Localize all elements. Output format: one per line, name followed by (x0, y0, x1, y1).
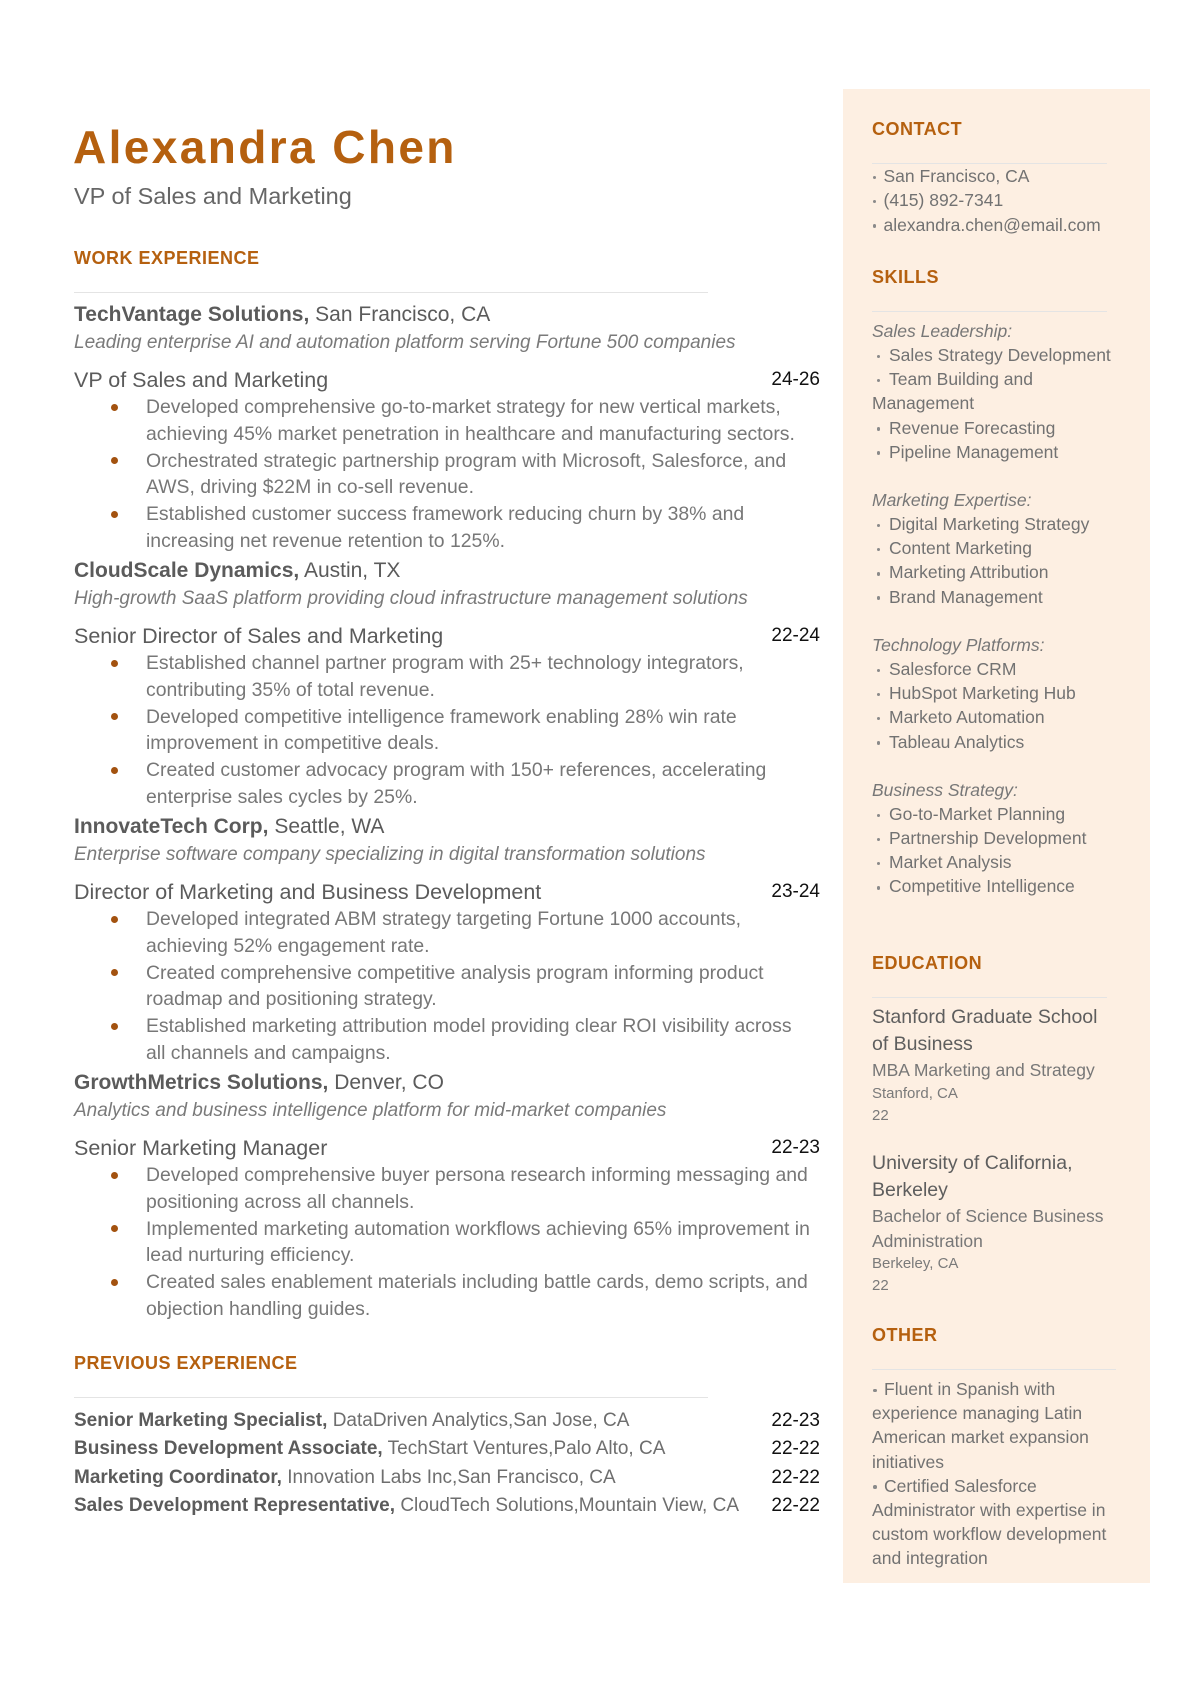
bullet-icon (111, 969, 118, 976)
skill-list (872, 512, 1117, 609)
role-row (74, 878, 820, 906)
skill-item (872, 730, 1117, 754)
role-row (74, 1134, 820, 1162)
achievement-list (74, 1162, 815, 1323)
achievement-item (146, 448, 815, 502)
skill-list (872, 657, 1117, 754)
skill-text: Pipeline Management (889, 441, 1059, 462)
achievement-item (146, 1216, 815, 1270)
role-row (74, 366, 820, 394)
skill-item (872, 343, 1117, 367)
degree: MBA Marketing and Strategy (872, 1060, 1095, 1081)
previous-role (74, 1407, 629, 1435)
role-title: VP of Sales and Marketing (74, 368, 329, 392)
achievement-text: Created comprehensive competitive analysis program informing product roadmap and positioning strategy. (146, 961, 764, 1011)
skill-item (872, 681, 1117, 705)
bullet-icon (877, 548, 881, 552)
education-entry (872, 1004, 1117, 1127)
company-line (74, 1069, 820, 1097)
skill-category: Sales Leadership: (872, 320, 1013, 341)
previous-experience-row (74, 1464, 820, 1492)
education-list (872, 1004, 1117, 1297)
company-location: Seattle, WA (274, 815, 385, 838)
achievement-text: Implemented marketing automation workflows achieving 65% improvement in lead nurturing efficiency. (146, 1217, 810, 1267)
bullet-icon (873, 1485, 877, 1489)
role-title: Senior Director of Sales and Marketing (74, 624, 444, 648)
candidate-name: Alexandra Chen (73, 121, 457, 173)
company-description: Analytics and business intelligence platform for mid-market companies (74, 1100, 667, 1121)
achievement-list (74, 906, 815, 1067)
bullet-icon (877, 886, 881, 890)
previous-role-title: Marketing Coordinator, (74, 1466, 282, 1488)
skill-text: Digital Marketing Strategy (889, 514, 1090, 535)
skill-text: Tableau Analytics (889, 731, 1025, 752)
other-section (872, 1323, 1117, 1571)
company-description: High-growth SaaS platform providing cloud infrastructure management solutions (74, 588, 748, 609)
contact-list (872, 164, 1117, 237)
achievement-text: Established marketing attribution model providing clear ROI visibility across all channels and campaigns. (146, 1015, 792, 1064)
bullet-icon (877, 427, 881, 431)
previous-role-title: Business Development Associate, (74, 1438, 383, 1460)
previous-role-dates: 22-23 (771, 1410, 820, 1431)
sidebar-content (843, 89, 1117, 1571)
other-text: Fluent in Spanish with experience managing Latin American market expansion initiatives (872, 1378, 1089, 1472)
skill-item (872, 440, 1117, 464)
skill-item (872, 657, 1117, 681)
school-name: University of California, Berkeley (872, 1152, 1073, 1202)
bullet-icon (877, 741, 881, 745)
graduation-year: 22 (872, 1277, 889, 1295)
previous-experience-section (74, 1351, 820, 1520)
school-location: Berkeley, CA (872, 1255, 959, 1273)
skill-text: Sales Strategy Development (889, 345, 1111, 366)
previous-role-details: Innovation Labs Inc,San Francisco, CA (287, 1466, 616, 1488)
achievement-item (146, 1013, 815, 1067)
previous-role (74, 1435, 665, 1463)
previous-role-details: CloudTech Solutions,Mountain View, CA (400, 1494, 739, 1516)
bullet-icon (877, 717, 881, 721)
achievement-item (146, 394, 815, 448)
skill-item (872, 874, 1117, 898)
company-name: CloudScale Dynamics, (74, 559, 300, 582)
skills-section (872, 265, 1117, 899)
bullet-icon (111, 457, 118, 464)
achievement-list (74, 394, 815, 555)
bullet-icon (877, 524, 881, 528)
skill-group (872, 633, 1117, 754)
role-dates: 23-24 (771, 881, 820, 902)
candidate-title: VP of Sales and Marketing (74, 183, 352, 209)
previous-role-details: TechStart Ventures,Palo Alto, CA (387, 1438, 666, 1460)
previous-experience-list (74, 1407, 820, 1520)
work-experience-section (74, 246, 820, 1325)
bullet-icon (873, 1389, 877, 1393)
company-description: Enterprise software company specializing in digital transformation solutions (74, 844, 706, 865)
bullet-icon (877, 572, 881, 576)
work-entries (74, 301, 820, 1325)
bullet-icon (877, 451, 881, 455)
achievement-item (146, 650, 815, 704)
company-line (74, 301, 820, 329)
skill-text: Marketo Automation (889, 707, 1045, 728)
other-text: Certified Salesforce Administrator with expertise in custom workflow development and integration (872, 1475, 1107, 1569)
previous-role (74, 1492, 739, 1520)
achievement-list (74, 650, 815, 811)
company-location: Austin, TX (303, 559, 401, 582)
skills-groups (872, 319, 1117, 899)
degree: Bachelor of Science Business Administration (872, 1206, 1104, 1251)
skill-item (872, 585, 1117, 609)
skill-item (872, 560, 1117, 584)
contact-text: San Francisco, CA (883, 166, 1030, 186)
achievement-item (146, 501, 815, 555)
bullet-icon (111, 660, 118, 667)
bullet-icon (877, 814, 881, 818)
bullet-icon (877, 355, 881, 359)
achievement-item (146, 1162, 815, 1216)
section-divider (74, 292, 708, 293)
skill-category: Technology Platforms: (872, 634, 1045, 655)
section-heading: SKILLS (872, 266, 940, 287)
skill-item (872, 536, 1117, 560)
bullet-icon (111, 1279, 118, 1286)
role-title: Senior Marketing Manager (74, 1136, 328, 1160)
achievement-text: Developed integrated ABM strategy targeting Fortune 1000 accounts, achieving 52% engagement rate. (146, 908, 742, 957)
achievement-text: Orchestrated strategic partnership program with Microsoft, Salesforce, and AWS, driving $22M in co-sell revenue. (146, 449, 787, 499)
bullet-icon (877, 669, 881, 673)
skill-text: Team Building and Management (872, 369, 1033, 414)
company-name: InnovateTech Corp, (74, 815, 269, 838)
achievement-text: Created customer advocacy program with 150+ references, accelerating enterprise sales cycles by 25%. (146, 759, 767, 808)
achievement-text: Created sales enablement materials including battle cards, demo scripts, and objection handling guides. (146, 1271, 808, 1320)
section-divider (74, 1397, 708, 1398)
skill-item (872, 416, 1117, 440)
company-name: GrowthMetrics Solutions, (74, 1071, 329, 1094)
bullet-icon (111, 1023, 118, 1030)
achievement-text: Developed competitive intelligence framework enabling 28% win rate improvement in competitive deals. (146, 705, 737, 755)
previous-experience-row (74, 1492, 820, 1520)
education-entry (872, 1150, 1117, 1297)
section-heading: CONTACT (872, 119, 963, 139)
skill-text: Go-to-Market Planning (889, 803, 1066, 824)
previous-role-dates: 22-22 (771, 1466, 820, 1488)
skill-text: Market Analysis (889, 852, 1012, 873)
role-dates: 22-24 (771, 625, 820, 646)
role-title: Director of Marketing and Business Development (74, 880, 542, 904)
education-section (872, 951, 1117, 1298)
work-entry (74, 1069, 820, 1325)
company-location: San Francisco, CA (315, 303, 491, 326)
achievement-text: Developed comprehensive go-to-market strategy for new vertical markets, achieving 45% market penetration in healthcare and manufacturing sectors. (146, 396, 795, 445)
contact-item (872, 188, 1117, 212)
work-entry (74, 301, 820, 557)
skill-item (872, 802, 1117, 826)
company-description: Leading enterprise AI and automation platform serving Fortune 500 companies (74, 332, 736, 353)
bullet-icon (111, 404, 118, 411)
skill-list (872, 802, 1117, 899)
contact-text: alexandra.chen@email.com (883, 214, 1101, 235)
school-name: Stanford Graduate School of Business (872, 1006, 1098, 1056)
achievement-item (146, 757, 815, 811)
skill-item (872, 367, 1117, 415)
achievement-item (146, 1269, 815, 1323)
skill-list (872, 343, 1117, 464)
section-heading: WORK EXPERIENCE (74, 248, 260, 268)
previous-experience-row (74, 1407, 820, 1435)
bullet-icon (111, 767, 118, 774)
achievement-item (146, 906, 815, 960)
skill-text: Brand Management (889, 586, 1043, 607)
skill-item (872, 705, 1117, 729)
other-item (872, 1474, 1117, 1571)
other-list (872, 1377, 1117, 1571)
bullet-icon (873, 176, 877, 180)
bullet-icon (111, 1172, 118, 1179)
achievement-text: Developed comprehensive buyer persona research informing messaging and positioning across all channels. (146, 1164, 808, 1213)
work-entry (74, 813, 820, 1069)
achievement-item (146, 960, 815, 1014)
bullet-icon (111, 713, 118, 720)
section-heading: EDUCATION (872, 952, 983, 973)
section-heading: OTHER (872, 1324, 938, 1345)
bullet-icon (877, 838, 881, 842)
skill-text: Content Marketing (889, 538, 1032, 559)
achievement-text: Established customer success framework reducing churn by 38% and increasing net revenue retention to 125%. (146, 503, 745, 552)
previous-role-dates: 22-22 (771, 1494, 820, 1516)
section-divider (872, 997, 1107, 998)
skill-item (872, 826, 1117, 850)
previous-role-dates: 22-22 (771, 1438, 820, 1460)
skill-text: Competitive Intelligence (889, 876, 1075, 897)
main-column (74, 0, 820, 1520)
bullet-icon (111, 1225, 118, 1232)
previous-role-title: Sales Development Representative, (74, 1494, 396, 1516)
role-dates: 22-23 (771, 1137, 820, 1158)
contact-section (872, 117, 1117, 237)
role-dates: 24-26 (771, 369, 820, 390)
contact-item (872, 164, 1117, 188)
graduation-year: 22 (872, 1106, 889, 1124)
company-line (74, 813, 820, 841)
skill-text: HubSpot Marketing Hub (889, 683, 1076, 704)
skill-group (872, 778, 1117, 899)
bullet-icon (877, 862, 881, 866)
company-name: TechVantage Solutions, (74, 303, 310, 326)
bullet-icon (877, 379, 881, 383)
bullet-icon (873, 200, 877, 204)
bullet-icon (873, 224, 877, 228)
skill-group (872, 319, 1117, 464)
previous-role-title: Senior Marketing Specialist, (74, 1410, 328, 1431)
role-row (74, 622, 820, 650)
skill-text: Partnership Development (889, 828, 1087, 849)
previous-role-details: DataDriven Analytics,San Jose, CA (332, 1410, 630, 1431)
skill-item (872, 512, 1117, 536)
bullet-icon (877, 693, 881, 697)
skill-category: Marketing Expertise: (872, 489, 1032, 510)
other-item (872, 1377, 1117, 1474)
previous-experience-row (74, 1435, 820, 1463)
contact-text: (415) 892-7341 (883, 190, 1004, 211)
work-entry (74, 557, 820, 813)
skill-text: Revenue Forecasting (889, 417, 1056, 438)
bullet-icon (111, 916, 118, 923)
skill-text: Marketing Attribution (889, 562, 1049, 583)
skill-category: Business Strategy: (872, 779, 1018, 800)
section-heading: PREVIOUS EXPERIENCE (74, 1353, 298, 1373)
section-divider (872, 311, 1107, 312)
contact-item (872, 213, 1117, 237)
company-line (74, 557, 820, 585)
bullet-icon (877, 596, 881, 600)
school-location: Stanford, CA (872, 1084, 958, 1102)
achievement-item (146, 704, 815, 758)
skill-group (872, 488, 1117, 609)
previous-role (74, 1464, 616, 1492)
skill-text: Salesforce CRM (889, 659, 1017, 680)
bullet-icon (111, 511, 118, 518)
sidebar (843, 89, 1150, 1583)
achievement-text: Established channel partner program with 25+ technology integrators, contributing 35% of total revenue. (146, 652, 744, 701)
section-divider (872, 1369, 1116, 1370)
skill-item (872, 850, 1117, 874)
company-location: Denver, CO (334, 1071, 444, 1094)
